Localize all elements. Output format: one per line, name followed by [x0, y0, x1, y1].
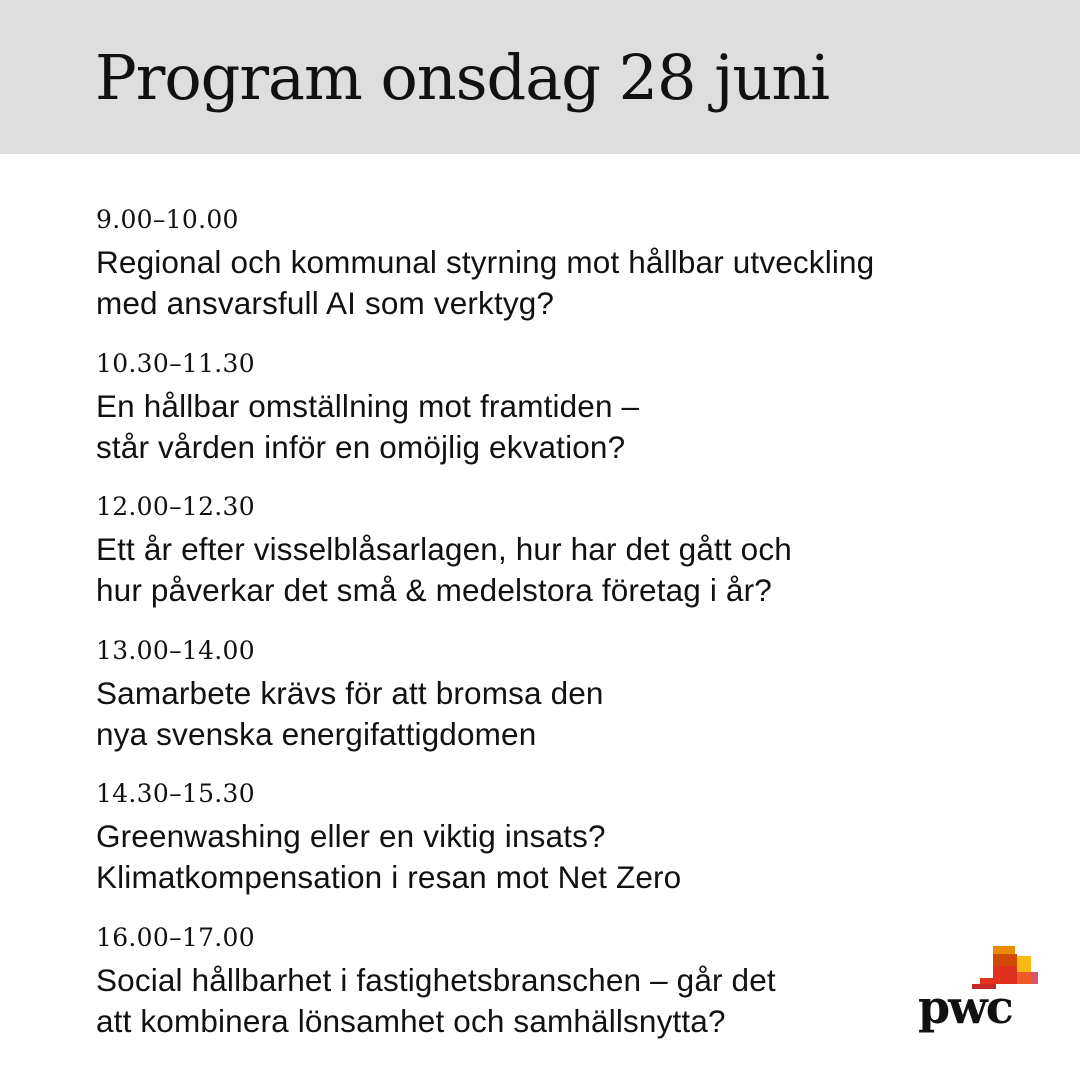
- session-time: 9.00–10.00: [96, 205, 239, 234]
- session-time: 10.30–11.30: [96, 348, 255, 378]
- session-title-line: Regional och kommunal styrning mot hållbar utveckling: [96, 244, 875, 280]
- pwc-wordmark: pwc: [918, 980, 1012, 1034]
- schedule-item: [96, 923, 996, 1067]
- session-time: 13.00–14.00: [96, 635, 255, 665]
- page-title: Program onsdag 28 juni: [95, 41, 830, 114]
- session-title-line: Klimatkompensation i resan mot Net Zero: [96, 859, 682, 895]
- schedule-item: [96, 349, 996, 493]
- schedule-item: [96, 205, 996, 349]
- session-time: 12.00–12.30: [96, 492, 255, 521]
- schedule-item: [96, 636, 996, 780]
- session-time: 16.00–17.00: [96, 922, 255, 952]
- session-title-line: Ett år efter visselblåsarlagen, hur har det gått och: [96, 531, 792, 567]
- pwc-logo: [918, 944, 1040, 1036]
- session-title-line: Greenwashing eller en viktig insats?: [96, 818, 606, 854]
- schedule-list: [96, 205, 996, 1066]
- session-title-line: Social hållbarhet i fastighetsbranschen – går det: [96, 961, 776, 998]
- header-banner: [0, 0, 1080, 154]
- session-title-line: En hållbar omställning mot framtiden –: [96, 387, 640, 424]
- session-title-line: nya svenska energifattigdomen: [96, 715, 537, 752]
- session-title-line: Samarbete krävs för att bromsa den: [96, 674, 604, 711]
- session-title-line: att kombinera lönsamhet och samhällsnytta?: [96, 1002, 726, 1039]
- session-title-line: med ansvarsfull AI som verktyg?: [96, 285, 555, 321]
- session-title-line: hur påverkar det små & medelstora företag i år?: [96, 572, 772, 608]
- schedule-item: [96, 779, 996, 923]
- schedule-item: [96, 492, 996, 636]
- session-time: 14.30–15.30: [96, 779, 255, 808]
- session-title-line: står vården inför en omöjlig ekvation?: [96, 428, 626, 465]
